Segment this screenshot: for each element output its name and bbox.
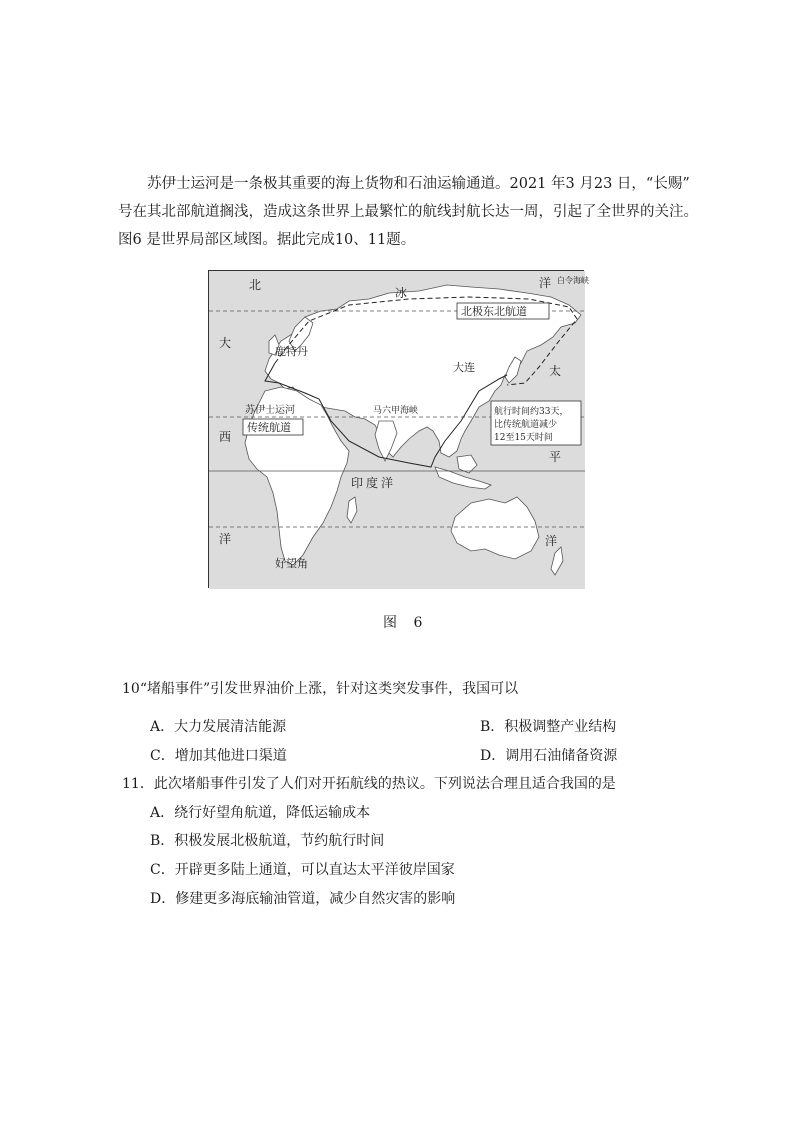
label-traditional-route: 传统航道 [247,421,291,434]
intro-line-1: 苏伊士运河是一条极其重要的海上货物和石油运输通道。2021 年3 月23 日，“长赐” [147,176,690,192]
label-ice: 冰 [395,286,408,300]
q11-option-b: B．积极发展北极航道，节约航行时间 [150,833,385,849]
label-rotterdam: 鹿特丹 [275,345,308,358]
q11-stem: 11．此次堵船事件引发了人们对开拓航线的热议。下列说法合理且适合我国的是 [122,776,616,792]
label-arctic-route: 北极东北航道 [461,305,527,318]
q11-option-d: D．修建更多海底输油管道，减少自然灾害的影响 [150,891,456,907]
label-xi: 西 [219,430,232,444]
label-ocean-w: 洋 [219,532,232,546]
label-time-note-3: 12至15天时间 [494,433,553,443]
intro-line-2: 号在其北部航道搁浅，造成这条世界上最繁忙的航线封航长达一周，引起了全世界的关注。 [118,204,698,220]
label-da: 大 [219,336,232,350]
q10-stem: 10“堵船事件”引发世界油价上涨，针对这类突发事件，我国可以 [122,681,519,697]
label-ocean-ne: 洋 [539,276,552,290]
label-time-note-1: 航行时间约33天， [494,407,569,417]
label-cape: 好望角 [275,557,308,570]
label-ocean-e: 洋 [545,534,558,548]
q10-option-b: B．积极调整产业结构 [480,719,617,735]
label-malacca: 马六甲海峡 [373,406,419,416]
label-dalian: 大连 [453,361,475,374]
label-suez: 苏伊士运河 [245,405,295,416]
q10-option-a: A．大力发展清洁能源 [150,719,287,735]
q10-option-d: D．调用石油储备资源 [480,748,618,764]
figure-caption: 图 6 [383,615,429,631]
label-ping: 平 [549,450,562,464]
q11-option-a: A．绕行好望角航道，降低运输成本 [150,805,371,821]
intro-paragraph [118,170,698,254]
intro-line-3: 图6 是世界局部区域图。据此完成10、11题。 [118,232,416,248]
q10-option-c: C．增加其他进口渠道 [150,748,287,764]
label-time-note-2: 比传统航道减少 [494,420,558,430]
label-tai: 太 [549,364,562,378]
label-indian-ocean: 印度洋 [351,476,397,490]
world-map-figure [208,270,589,588]
label-bering-strait: 白令海峡 [557,276,589,285]
label-north: 北 [249,278,262,292]
q11-option-c: C．开辟更多陆上通道，可以直达太平洋彼岸国家 [150,862,455,878]
